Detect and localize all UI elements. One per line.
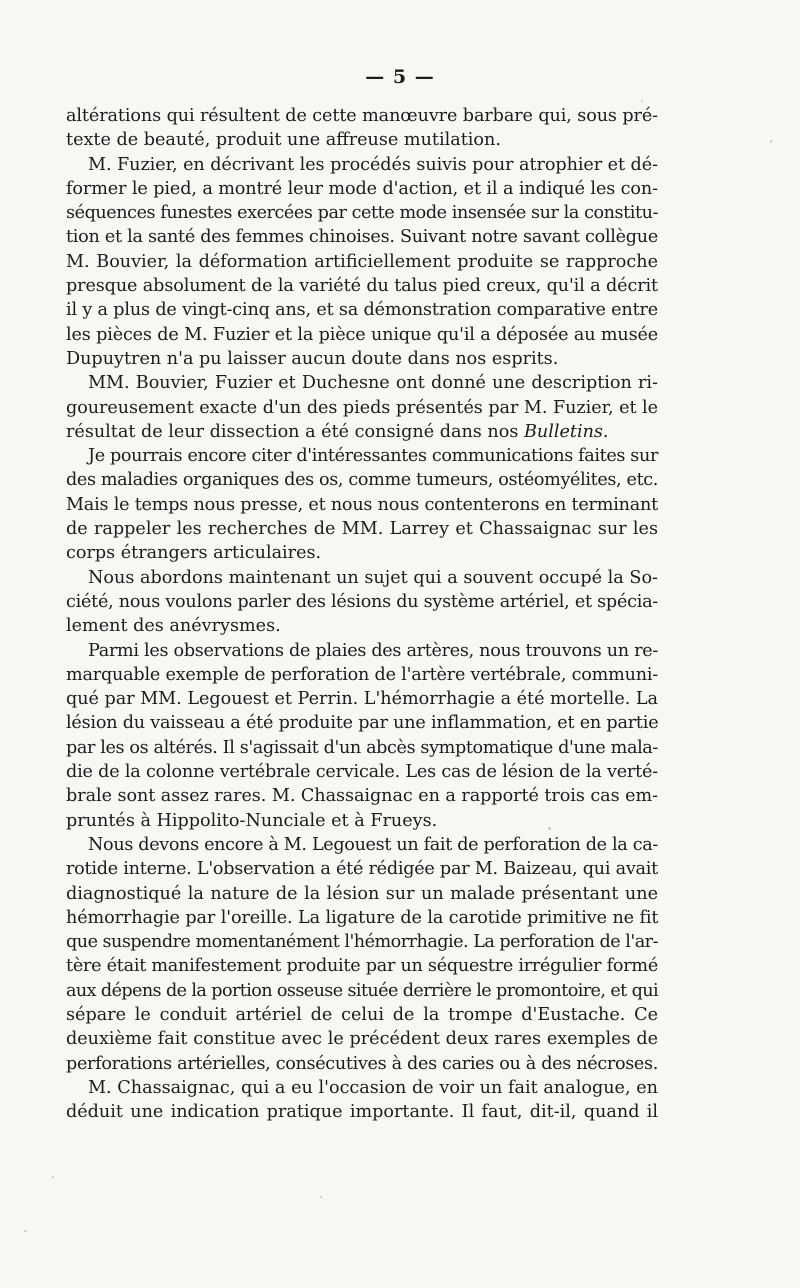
text-line: Nous devons encore à M. Legouest un fait de perforation de la ca-: [88, 834, 658, 855]
text-line: des maladies organiques des os, comme tumeurs, ostéomyélites, etc.: [66, 470, 658, 491]
text-line: M. Fuzier, en décrivant les procédés suivis pour atrophier et dé-: [88, 154, 658, 175]
paper-speck: [548, 827, 551, 830]
text-line: de rappeler les recherches de MM. Larrey et Chassaignac sur les: [66, 519, 658, 540]
text-line: M. Bouvier, la déformation artificiellement produite se rapproche: [66, 251, 658, 272]
text-line: Je pourrais encore citer d'intéressantes communications faites sur: [88, 446, 658, 467]
text-line: diagnostiqué la nature de la lésion sur un malade présentant une: [66, 883, 658, 904]
text-line: deuxième fait constitue avec le précédent deux rares exemples de: [66, 1029, 658, 1050]
text-line: former le pied, a montré leur mode d'action, et il a indiqué les con-: [66, 178, 658, 199]
text-line: Parmi les observations de plaies des artères, nous trouvons un re-: [88, 640, 658, 661]
text-line: lésion du vaisseau a été produite par une inflammation, et en partie: [66, 713, 659, 734]
text-line: sépare le conduit artériel de celui de la trompe d'Eustache. Ce: [66, 1004, 658, 1025]
text-line: Mais le temps nous presse, et nous nous contenterons en terminant: [66, 494, 658, 515]
text-line: presque absolument de la variété du talus pied creux, qu'il a décrit: [66, 276, 658, 297]
text-line: séquences funestes exercées par cette mode insensée sur la constitu-: [66, 203, 659, 224]
text-line: Nous abordons maintenant un sujet qui a souvent occupé la So-: [88, 567, 658, 588]
text-line: rotide interne. L'observation a été rédigée par M. Baizeau, qui avait: [66, 859, 658, 880]
paper-speck: [320, 1196, 322, 1198]
text-line: corps étrangers articulaires.: [66, 543, 322, 564]
text-line: par les os altérés. Il s'agissait d'un abcès symptomatique d'une mala-: [66, 737, 658, 758]
text-line: les pièces de M. Fuzier et la pièce unique qu'il a déposée au musée: [66, 324, 658, 345]
text-line: goureusement exacte d'un des pieds présentés par M. Fuzier, et le: [66, 397, 658, 418]
paper-speck: [641, 100, 643, 102]
italic-word: Bulletins.: [523, 421, 609, 442]
text-line: marquable exemple de perforation de l'artère vertébrale, communi-: [66, 664, 658, 685]
text-line: déduit une indication pratique importante. Il faut, dit-il, quand il: [66, 1102, 658, 1123]
body-text: [66, 104, 658, 1124]
text-line: brale sont assez rares. M. Chassaignac en a rapporté trois cas em-: [66, 786, 658, 807]
text-line: aux dépens de la portion osseuse située derrière le promontoire, et qui: [66, 980, 658, 1001]
paper-speck: [770, 140, 772, 143]
text-line: MM. Bouvier, Fuzier et Duchesne ont donné une description ri-: [88, 373, 658, 394]
text-line: que suspendre momentanément l'hémorrhagie. La perforation de l'ar-: [66, 932, 658, 953]
paper-speck: [52, 1176, 54, 1178]
text-line: lement des anévrysmes.: [66, 616, 281, 637]
text-line: hémorrhagie par l'oreille. La ligature de la carotide primitive ne fit: [66, 907, 659, 928]
text-line: pruntés à Hippolito-Nunciale et à Frueys.: [66, 810, 438, 831]
text-line: die de la colonne vertébrale cervicale. Les cas de lésion de la verté-: [66, 762, 658, 783]
text-line: tion et la santé des femmes chinoises. Suivant notre savant collègue: [66, 227, 658, 248]
text-line: tère était manifestement produite par un séquestre irrégulier formé: [66, 956, 658, 977]
text-line: résultat de leur dissection a été consigné dans nos Bulletins.: [66, 421, 609, 442]
text-line: perforations artérielles, consécutives à des caries ou à des nécroses.: [66, 1053, 658, 1074]
paper-speck: [24, 1230, 27, 1232]
text-line: texte de beauté, produit une affreuse mutilation.: [66, 130, 501, 151]
text-line: qué par MM. Legouest et Perrin. L'hémorrhagie a été mortelle. La: [66, 689, 658, 710]
text-line: ciété, nous voulons parler des lésions du système artériel, et spécia-: [66, 591, 658, 612]
text-line: Dupuytren n'a pu laisser aucun doute dans nos esprits.: [66, 348, 559, 369]
text-line: il y a plus de vingt-cinq ans, et sa démonstration comparative entre: [66, 300, 658, 321]
page-number: — 5 —: [365, 66, 435, 88]
text-line: M. Chassaignac, qui a eu l'occasion de voir un fait analogue, en: [88, 1077, 658, 1098]
text-line: altérations qui résultent de cette manœuvre barbare qui, sous pré-: [66, 106, 658, 126]
